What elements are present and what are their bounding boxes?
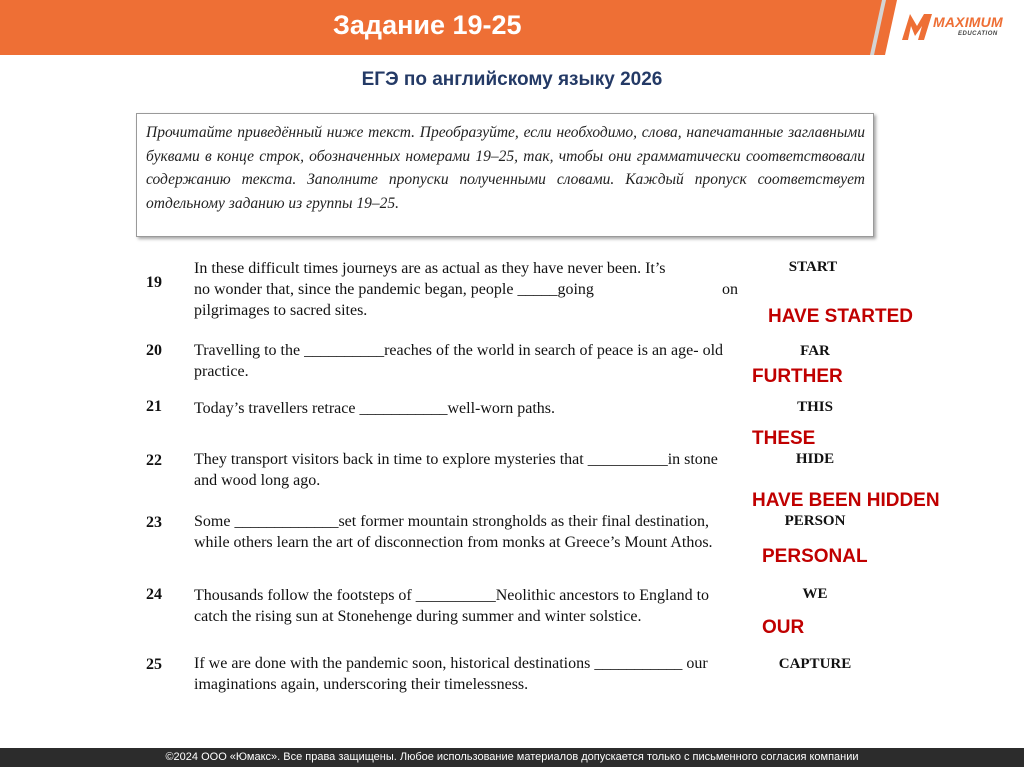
task-19-line2 (194, 279, 738, 300)
task-number-25: 25 (146, 656, 162, 673)
answer-24: OUR (762, 617, 805, 638)
task-text-19 (194, 258, 738, 321)
logo-text: MAXIMUM (933, 14, 1003, 30)
task-text-21: Today’s travellers retrace ___________well-worn paths. (194, 400, 555, 417)
answer-22: HAVE BEEN HIDDEN (752, 490, 940, 511)
task-number-19: 19 (146, 274, 162, 291)
task-number-23: 23 (146, 514, 162, 531)
answer-19: HAVE STARTED (768, 306, 913, 327)
copyright-notice: ©2024 ООО «Юмакс». Все права защищены. Любое использование материалов допускается только с письменного согласия компании (165, 751, 859, 763)
answer-23: PERSONAL (762, 546, 868, 567)
task-number-20: 20 (146, 342, 162, 359)
instructions-text: Прочитайте приведённый ниже текст. Преобразуйте, если необходимо, слова, напечатанные заглавными буквами в конце строк, обозначенных номерами 19–25, так, чтобы они грамматически соответствовали содержанию текста. Заполните пропуски полученными словами. Каждый пропуск соответствует отдельному заданию из группы 19–25. (146, 124, 865, 212)
task-text-24: Thousands follow the footsteps of __________Neolithic ancestors to England to catch the rising sun at Stonehenge during summer and winter solstice. (194, 587, 710, 625)
keyword-23: PERSON (784, 513, 846, 529)
keyword-22: HIDE (795, 451, 835, 467)
task-number-21: 21 (146, 398, 162, 415)
task-text-20: Travelling to the __________reaches of the world in search of peace is an age- old practice. (194, 342, 724, 380)
keyword-25: CAPTURE (778, 656, 852, 672)
task-19-line2-end: on (722, 281, 738, 298)
task-text-22: They transport visitors back in time to explore mysteries that __________in stone and wood long ago. (194, 451, 718, 489)
keyword-20: FAR (800, 343, 830, 359)
task-19-line1: In these difficult times journeys are as actual as they have never been. It’s (194, 260, 666, 277)
keyword-24: WE (802, 586, 828, 602)
maximum-logo-icon (900, 10, 934, 42)
instructions-box (136, 113, 874, 237)
logo-subtext: EDUCATION (958, 31, 998, 37)
task-number-22: 22 (146, 452, 162, 469)
slide-title: Задание 19-25 (333, 10, 522, 40)
task-number-24: 24 (146, 586, 162, 603)
task-text-25: If we are done with the pandemic soon, historical destinations ___________ our imaginations again, underscoring their timelessness. (194, 655, 708, 693)
task-text-23: Some _____________set former mountain strongholds as their final destination, while others learn the art of disconnection from monks at Greece’s Mount Athos. (194, 513, 713, 551)
task-19-line2-main: no wonder that, since the pandemic began, people _____going (194, 281, 594, 298)
page-subtitle: ЕГЭ по английскому языку 2026 (361, 69, 663, 90)
logo (900, 8, 1018, 48)
keyword-19: START (788, 259, 838, 275)
task-19-line3: pilgrimages to sacred sites. (194, 302, 368, 319)
answer-20: FURTHER (752, 366, 843, 387)
keyword-21: THIS (797, 399, 833, 415)
footer-bar (0, 748, 1024, 767)
answer-21: THESE (752, 428, 816, 449)
